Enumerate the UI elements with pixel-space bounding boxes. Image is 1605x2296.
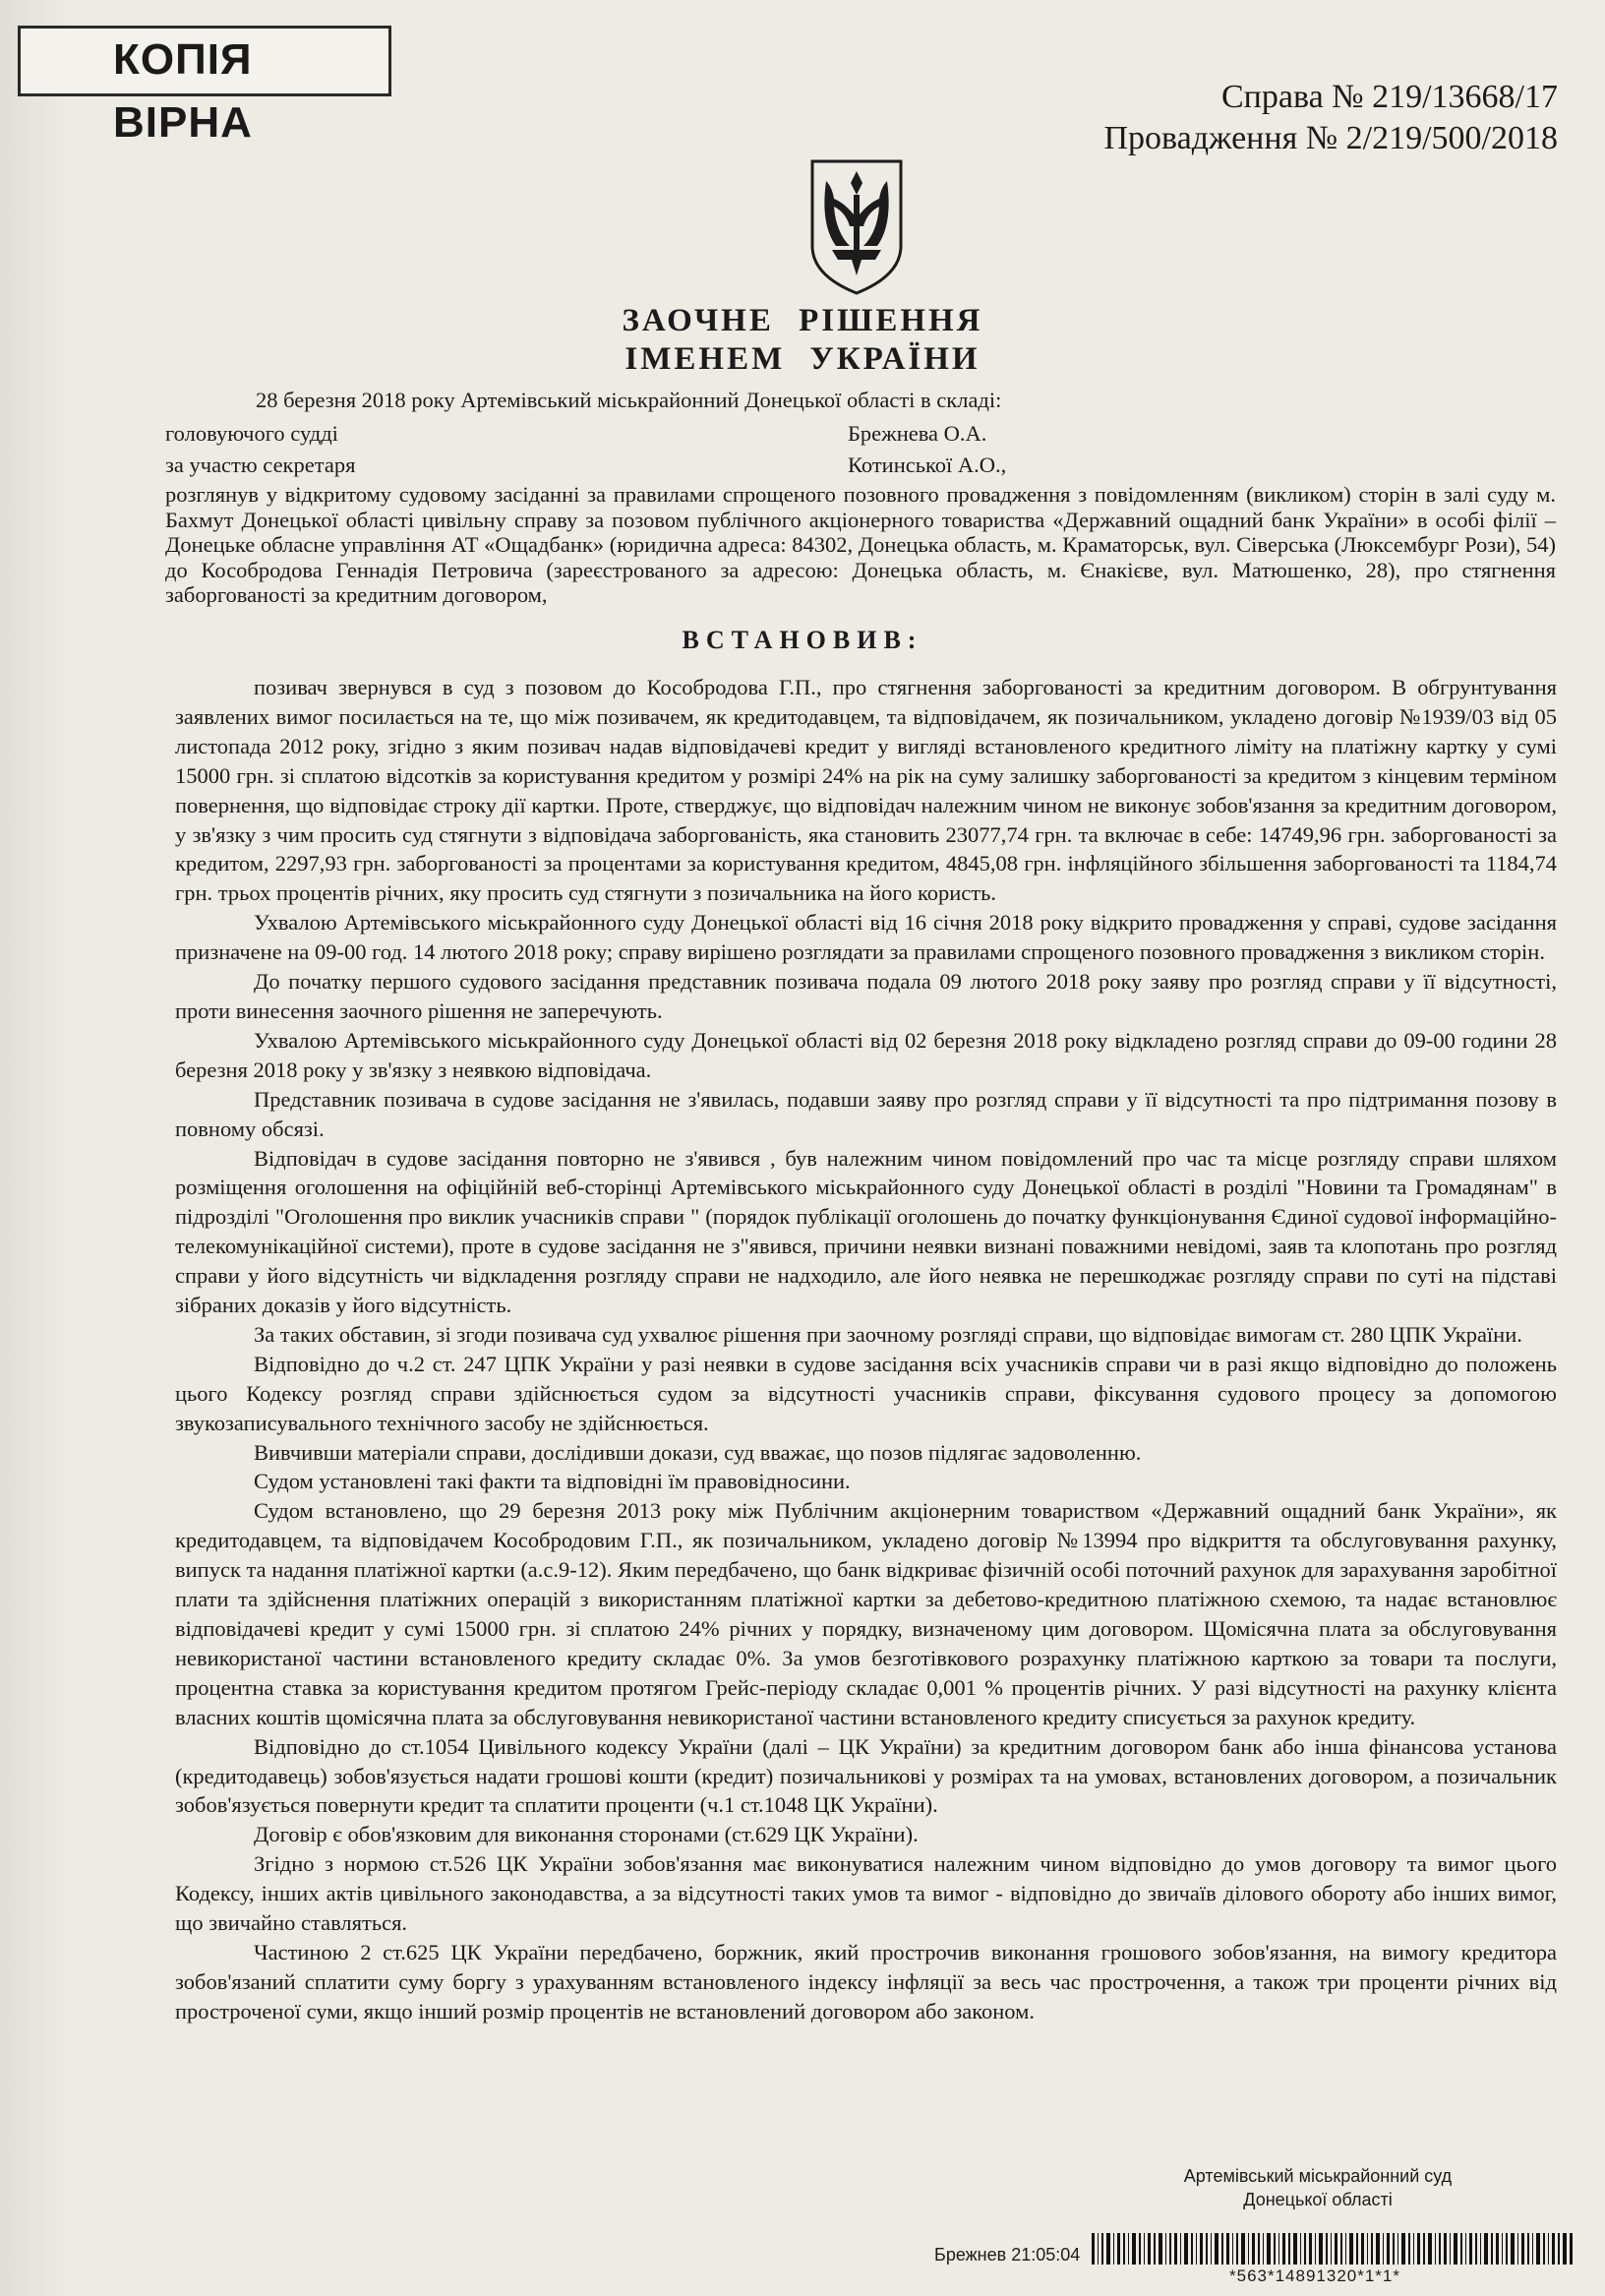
court-region: Донецької області — [1243, 2190, 1393, 2209]
paragraph: Частиною 2 ст.625 ЦК України передбачено, боржник, який прострочив виконання грошового зобов'язання, на вимогу кредитора зобов'язаний сплатити суму боргу з урахуванням встановленого індексу інфляції за весь час прострочення, а також три проценти річних від простроченої суми, якщо інший розмір процентів не встановлений договором або законом. — [175, 1939, 1557, 2024]
paragraph: Вивчивши матеріали справи, дослідивши докази, суд вважає, що позов підлягає задоволенню. — [254, 1439, 1142, 1465]
proceeding-number: Провадження № 2/219/500/2018 — [1103, 120, 1558, 156]
paragraph: Представник позивача в судове засідання не з'явилась, подавши заяву про розгляд справи у її відсутності та про підтримання позову в повному обсязі. — [175, 1086, 1557, 1141]
decision-subtitle: ІМЕНЕМ УКРАЇНИ — [624, 341, 981, 377]
paragraph: Судом встановлено, що 29 березня 2013 року між Публічним акціонерним товариством «Державний ощадний банк України», як кредитодавцем, та відповідачем Кособродовим Г.П., як позичальником, укладено договір №13994 про відкриття та обслуговування рахунку, випуск та надання платіжної картки (а.с.9-12). Яким передбачено, що банк відкриває фізичній особі поточний рахунок для зарахування заробітної плати та здійснення платіжних операцій з використанням платіжної картки за дебетово-кредитною платіжною схемою, та надає встановлює відповідачеві кредит у сумі 15000 грн. зі сплатою 24% річних у порядку, визначеному цим договором. Щомісячна плата за обслуговування невикористаної частини встановленого кредиту складає 0%. За умов безготівкового розрахунку платіжною карткою за товари та послуги, процентна ставка за користування кредитом протягом Грейс-періоду складає 0,001 % процентів річних. У разі відсутності на рахунку клієнта власних коштів щомісячна плата за обслуговування невикористаної частини встановленого кредиту списується за рахунок кредиту. — [175, 1498, 1557, 1729]
paragraph: Договір є обов'язковим для виконання сторонами (ст.629 ЦК України). — [254, 1822, 919, 1847]
paragraph: Ухвалою Артемівського міськрайонного суду Донецької області від 02 березня 2018 року відкладено розгляд справи до 09-00 години 28 березня 2018 року у зв'язку з неявкою відповідача. — [175, 1027, 1557, 1082]
paragraph: За таких обставин, зі згоди позивача суд ухвалює рішення при заочному розгляді справи, що відповідає вимогам ст. 280 ЦПК України. — [254, 1321, 1522, 1347]
paragraph: Ухвалою Артемівського міськрайонного суду Донецької області від 16 січня 2018 року відкрито провадження у справі, судове засідання призначене на 09-00 год. 14 лютого 2018 року; справу вирішено розглядати за правилами спрощеного позовного провадження з викликом сторін. — [175, 910, 1557, 965]
date-line: 28 березня 2018 року Артемівський міськрайонний Донецької області в складі: — [256, 388, 1002, 412]
court-footer — [1160, 2164, 1475, 2211]
paragraph: Відповідно до ст.1054 Цивільного кодексу України (далі – ЦК України) за кредитним договором банк або інша фінансова установа (кредитодавець) зобов'язується надати грошові кошти (кредит) позичальникові у розмірах та на умовах, встановлених договором, а позичальник зобов'язується повернути кредит та сплатити проценти (ч.1 ст.1048 ЦК України). — [175, 1733, 1557, 1818]
paragraph: Відповідач в судове засідання повторно не з'явився , був належним чином повідомлений про час та місце розгляду справи шляхом розміщення оголошення на офіційній веб-сторінці Артемівського міськрайонного суду Донецької області в розділі "Новини та Громадянам" в підрозділі "Оголошення про виклик учасників справи " (порядок публікації оголошень до початку функціонування Єдиної судової інформаційно-телекомунікаційної системи), проте в судове засідання не з"явився, причини неявки визнані поважними невідомі, заяв та клопотань про розгляд справи у його відсутність чи відкладення розгляду справи не надходило, але його неявка не перешкоджає розгляду справи по суті на підставі зібраних доказів у його відсутність. — [175, 1145, 1557, 1318]
barcode-icon — [1092, 2233, 1574, 2265]
paragraph: До початку першого судового засідання представник позивача подала 09 лютого 2018 року заяву про розгляд справи у її відсутності, проти винесення заочного рішення не заперечують. — [175, 969, 1557, 1023]
paragraph: Судом установлені такі факти та відповідні їм правовідносини. — [254, 1469, 851, 1494]
decision-body — [175, 673, 1557, 2026]
paragraph: Відповідно до ч.2 ст. 247 ЦПК України у разі неявки в судове засідання всіх учасників справи чи в разі якщо відповідно до положень цього Кодексу розгляд справи здійснюється судом за відсутності учасників справи, фіксування судового процесу за допомогою звукозаписувального технічного засобу не здійснюється. — [175, 1351, 1557, 1435]
trident-emblem-icon — [806, 155, 907, 297]
case-number: Справа № 219/13668/17 — [1221, 79, 1558, 115]
paragraph: Згідно з нормою ст.526 ЦК України зобов'язання має виконуватися належним чином відповідно до умов договору та вимог цього Кодексу, інших актів цивільного законодавства, а за відсутності таких умов та вимог - відповідно до звичаїв ділового обороту або інших вимог, що звичайно ставляться. — [175, 1851, 1557, 1936]
secretary-name: Котинської А.О., — [848, 453, 1007, 477]
judge-label: головуючого судді — [165, 421, 338, 446]
case-intro: розглянув у відкритому судовому засіданні за правилами спрощеного позовного провадження з повідомленням (викликом) сторін в залі суду м. Бахмут Донецької області цивільну справу за позовом публічного акціонерного товариства «Державний ощадний банк України» в особі філії – Донецьке обласне управління АТ «Ощадбанк» (юридична адреса: 84302, Донецька область, м. Краматорськ, вул. Сіверська (Люксембург Рози), 54) до Кособродова Геннадія Петровича (зареєстрованого за адресою: Донецька область, м. Єнакієве, вул. Матюшенко, 28), про стягнення заборгованості за кредитним договором, — [165, 482, 1556, 608]
established-heading: ВСТАНОВИВ: — [682, 626, 923, 654]
certified-copy-stamp: КОПІЯ ВІРНА — [18, 26, 391, 96]
judge-name: Брежнева О.А. — [848, 421, 987, 446]
signature-time: Брежнев 21:05:04 — [934, 2245, 1081, 2265]
case-number-block — [1104, 77, 1559, 159]
court-name: Артемівський міськрайонний суд — [1183, 2166, 1453, 2186]
barcode-number: *563*14891320*1*1* — [1229, 2266, 1400, 2285]
decision-title: ЗАОЧНЕ РІШЕННЯ — [622, 303, 983, 338]
secretary-label: за участю секретаря — [165, 453, 356, 477]
paragraph: позивач звернувся в суд з позовом до Кособродова Г.П., про стягнення заборгованості за кредитним договором. В обгрунтування заявлених вимог посилається на те, що між позивачем, як кредитодавцем, та відповідачем, як позичальником, укладено договір №1939/03 від 05 листопада 2012 року, згідно з яким позивач надав відповідачеві кредит у вигляді встановленого кредитного ліміту на платіжну картку у сумі 15000 грн. зі сплатою відсотків за користування кредитом у розмірі 24% на рік на суму залишку заборгованості за кредитом з кінцевим терміном повернення, що відповідає строку дії картки. Проте, стверджує, що відповідач належним чином не виконує зобов'язання за кредитним договором, у зв'язку з чим просить суд стягнути з відповідача заборгованість, яка становить 23077,74 грн. та включає в себе: 14749,96 грн. заборгованості за кредитом, 2297,93 грн. заборгованості за процентами за користування кредитом, 4845,08 грн. інфляційного збільшення заборгованості та 1184,74 грн. трьох процентів річних, яку просить суд стягнути з позичальника на його користь. — [175, 675, 1557, 906]
